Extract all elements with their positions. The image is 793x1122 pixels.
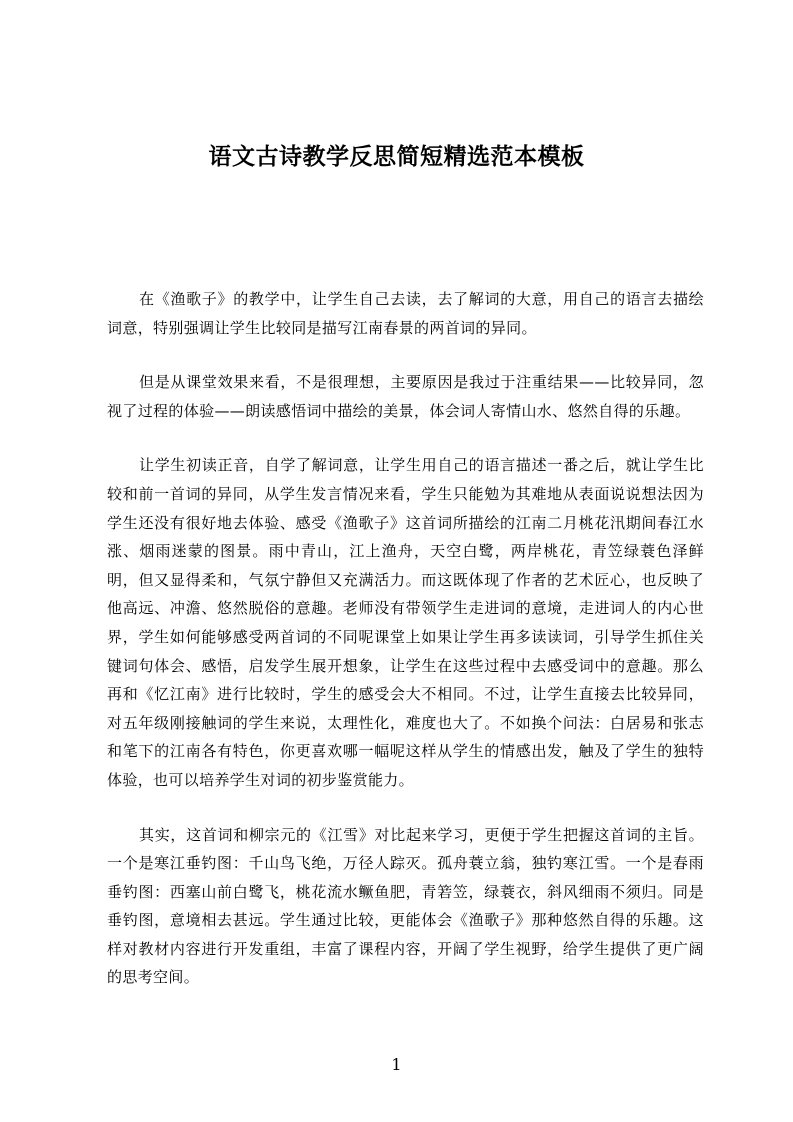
page-number: 1	[391, 1055, 402, 1074]
paragraph: 但是从课堂效果来看，不是很理想，主要原因是我过于注重结果——比较异同，忽视了过程的体验——朗读感悟词中描绘的美景，体会词人寄情山水、悠然自得的乐趣。	[107, 373, 704, 420]
paragraph: 在《渔歌子》的教学中，让学生自己去读，去了解词的大意，用自己的语言去描绘词意，特别强调让学生比较同是描写江南春景的两首词的异同。	[107, 290, 704, 337]
paragraph: 让学生初读正音，自学了解词意，让学生用自己的语言描述一番之后，就让学生比较和前一首词的异同，从学生发言情况来看，学生只能勉为其难地从表面说说想法因为学生还没有很好地去体验、感受《渔歌子》这首词所描绘的江南二月桃花汛期间春江水涨、烟雨迷蒙的图景。雨中青山，江上渔舟，天空白鹭，两岸桃花，青笠绿蓑色泽鲜明，但又显得柔和，气氛宁静但又充满活力。而这既体现了作者的艺术匠心，也反映了他高远、冲澹、悠然脱俗的意趣。老师没有带领学生走进词的意境，走进词人的内心世界，学生如何能够感受两首词的不同呢课堂上如果让学生再多读读词，引导学生抓住关键词句体会、感悟，启发学生展开想象，让学生在这些过程中去感受词中的意趣。那么再和《忆江南》进行比较时，学生的感受会大不相同。不过，让学生直接去比较异同，对五年级刚接触词的学生来说，太理性化，难度也大了。不如换个问法：白居易和张志和笔下的江南各有特色，你更喜欢哪一幅呢这样从学生的情感出发，触及了学生的独特体验，也可以培养学生对词的初步鉴赏能力。	[107, 456, 704, 789]
paragraph: 其实，这首词和柳宗元的《江雪》对比起来学习，更便于学生把握这首词的主旨。一个是寒江垂钓图：千山鸟飞绝，万径人踪灭。孤舟蓑立翁，独钓寒江雪。一个是春雨垂钓图：西塞山前白鹭飞，桃花流水鳜鱼肥，青箬笠，绿蓑衣，斜风细雨不须归。同是垂钓图，意境相去甚远。学生通过比较，更能体会《渔歌子》那种悠然自得的乐趣。这样对教材内容进行开发重组，丰富了课程内容，开阔了学生视野，给学生提供了更广阔的思考空间。	[107, 825, 704, 987]
document-body	[107, 285, 704, 1018]
document-title: 语文古诗教学反思简短精选范本模板	[208, 144, 585, 170]
